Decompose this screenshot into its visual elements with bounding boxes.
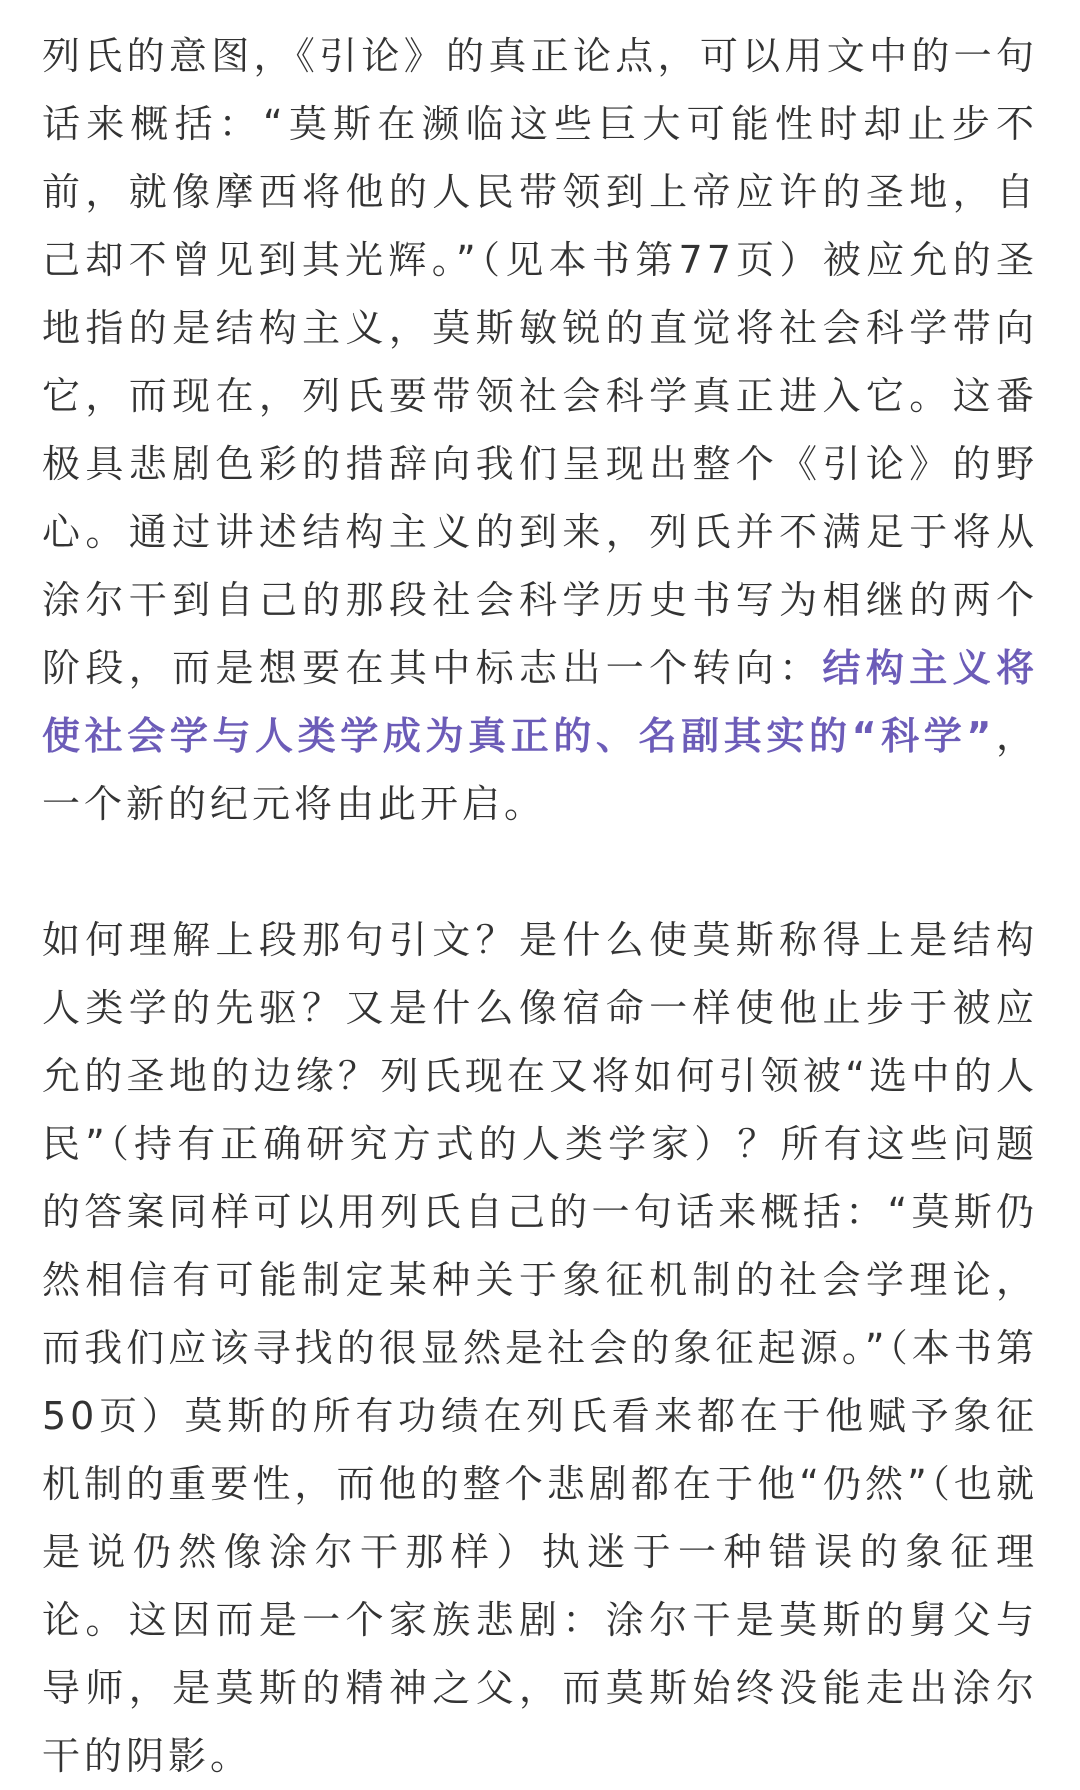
paragraph-2: 如何理解上段那句引文？是什么使莫斯称得上是结构人类学的先驱？又是什么像宿命一样使他止步于被应允的圣地的边缘？列氏现在又将如何引领被“选中的人民”（持有正确研究方式的人类学家）？所有这些问题的答案同样可以用列氏自己的一句话来概括：“莫斯仍然相信有可能制定某种关于象征机制的社会学理论，而我们应该寻找的很显然是社会的象征起源。”（本书第50页）莫斯的所有功绩在列氏看来都在于他赋予象征机制的重要性，而他的整个悲剧都在于他“仍然”（也就是说仍然像涂尔干那样）执迷于一种错误的象征理论。这因而是一个家族悲剧：涂尔干是莫斯的舅父与导师，是莫斯的精神之父，而莫斯始终没能走出涂尔干的阴影。 [42, 918, 1038, 1778]
highlighted-text: 结构主义将使社会学与人类学成为真正的、名副其实的“科学” [42, 646, 1038, 758]
paragraph-1 [42, 22, 1038, 838]
paragraph-1-text-before: 列氏的意图，《引论》的真正论点，可以用文中的一句话来概括：“莫斯在濒临这些巨大可能性时却止步不前，就像摩西将他的人民带领到上帝应许的圣地，自己却不曾见到其光辉。”（见本书第77页）被应允的圣地指的是结构主义，莫斯敏锐的直觉将社会科学带向它，而现在，列氏要带领社会科学真正进入它。这番极具悲剧色彩的措辞向我们呈现出整个《引论》的野心。通过讲述结构主义的到来，列氏并不满足于将从涂尔干到自己的那段社会科学历史书写为相继的两个阶段，而是想要在其中标志出一个转向： [42, 34, 1038, 690]
paragraph-1-text-after: ，一个新的纪元将由此开启。 [42, 714, 1038, 826]
article-body [42, 22, 1038, 1790]
